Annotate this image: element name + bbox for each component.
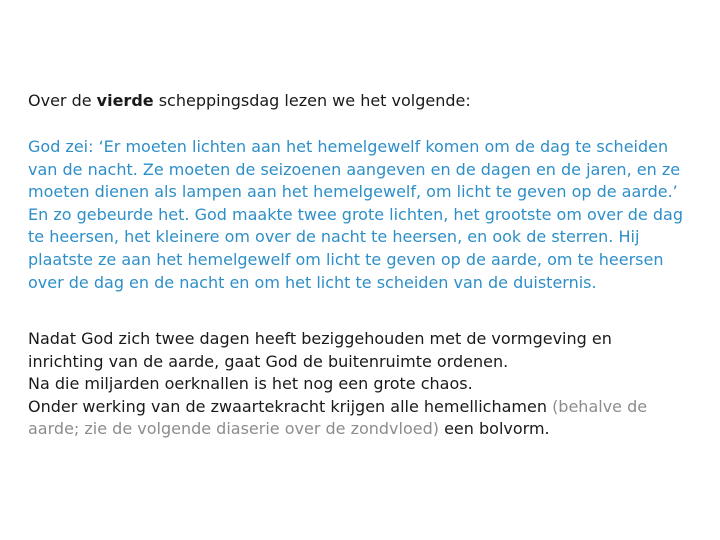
intro-bold-word: vierde (96, 91, 154, 110)
intro-text-before: Over de (28, 91, 97, 110)
quote-line: van de nacht. Ze moeten de seizoenen aangeven en de dagen en de jaren, en ze (28, 159, 681, 179)
quote-line: God zei: ‘Er moeten lichten aan het hemelgewelf komen om de dag te scheiden (28, 137, 669, 156)
intro-paragraph (28, 90, 698, 113)
aside-note-end: aarde; zie de volgende diaserie over de zondvloed) (28, 419, 439, 439)
quote-line: over de dag en de nacht en om het licht te scheiden van de duisternis. (28, 272, 597, 292)
scripture-quote (28, 136, 698, 294)
body-line-4-text: Onder werking van de zwaartekracht krijgen alle hemellichamen (28, 396, 553, 416)
quote-line: moeten dienen als lampen aan het hemelgewelf, om licht te geven op de aarde.’ (28, 182, 678, 202)
quote-line: te heersen, het kleinere om over de nacht te heersen, en ook de sterren. Hij (28, 227, 640, 247)
aside-note-start: (behalve de (552, 396, 648, 416)
body-line: inrichting van de aarde, gaat God de buitenruimte ordenen. (28, 351, 509, 371)
quote-line: plaatste ze aan het hemelgewelf om licht te geven op de aarde, om te heersen (28, 249, 664, 269)
body-line-5 (28, 418, 698, 441)
quote-line: En zo gebeurde het. God maakte twee grote lichten, het grootste om over de dag (28, 204, 683, 224)
intro-text-after: scheppingsdag lezen we het volgende: (153, 91, 471, 110)
body-line-4 (28, 396, 698, 419)
body-line-5-text: een bolvorm. (439, 419, 550, 439)
body-paragraph (28, 328, 698, 441)
body-line: Na die miljarden oerknallen is het nog een grote chaos. (28, 374, 473, 394)
body-line: Nadat God zich twee dagen heeft beziggehouden met de vormgeving en (28, 329, 612, 348)
